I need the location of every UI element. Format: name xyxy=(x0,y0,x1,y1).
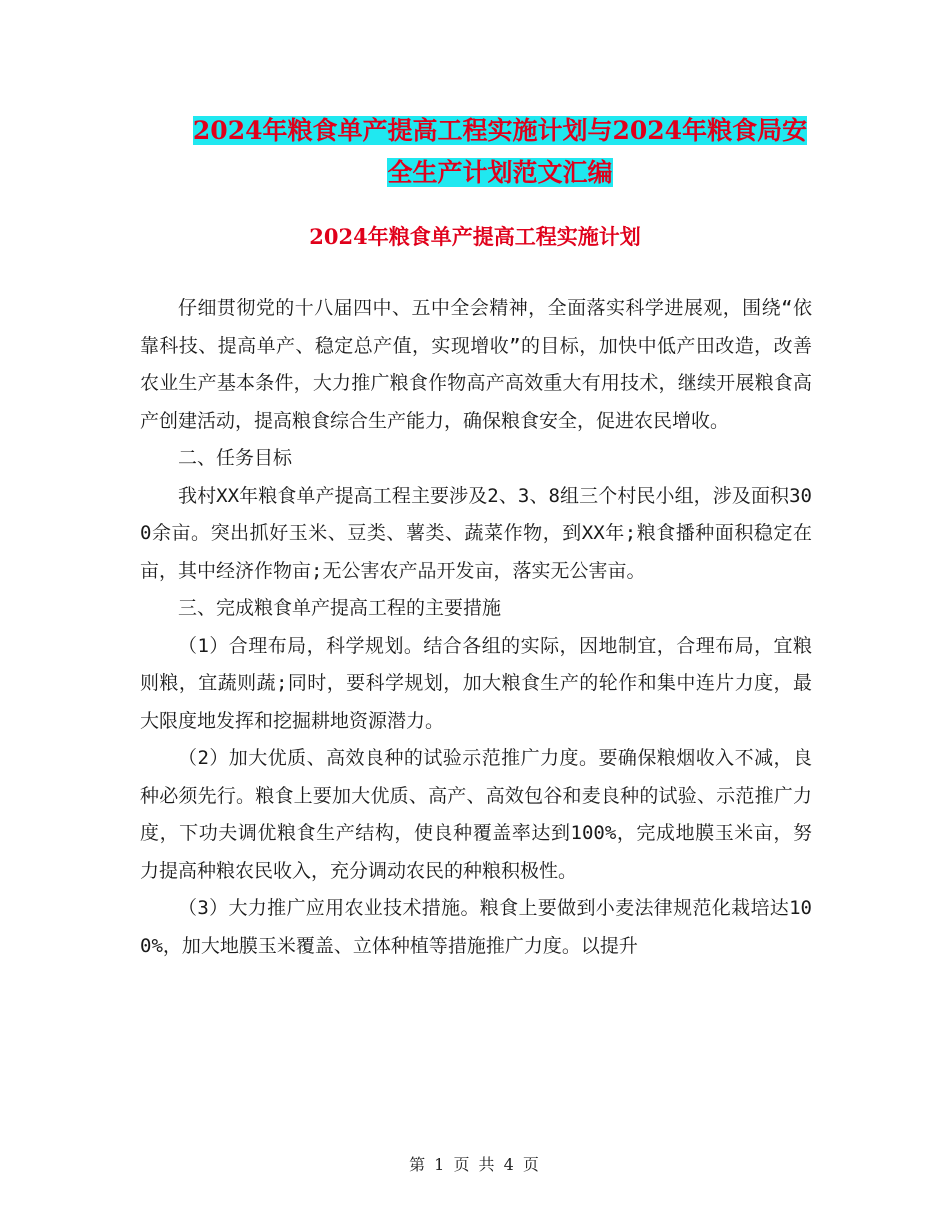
paragraph-measure-1: （1）合理布局，科学规划。结合各组的实际，因地制宜，合理布局，宜粮则粮，宜蔬则蔬;同时，要科学规划，加大粮食生产的轮作和集中连片力度，最大限度地发挥和挖掘耕地资源潜力。 xyxy=(140,634,812,732)
document-title xyxy=(140,110,860,194)
paragraph-intro: 仔细贯彻党的十八届四中、五中全会精神，全面落实科学进展观，围绕“依靠科技、提高单产、稳定总产值，实现增收”的目标，加快中低产田改造，改善农业生产基本条件，大力推广粮食作物高产高效重大有用技术，继续开展粮食高产创建活动，提高粮食综合生产能力，确保粮食安全，促进农民增收。 xyxy=(140,297,812,432)
section-title: 2024年粮食单产提高工程实施计划 xyxy=(309,224,641,249)
page-number-footer: 第 1 页 共 4 页 xyxy=(409,1155,541,1174)
document-body xyxy=(140,290,812,965)
document-title-line-1: 2024年粮食单产提高工程实施计划与2024年粮食局安 xyxy=(192,116,808,145)
paragraph-measure-3: （3）大力推广应用农业技术措施。粮食上要做到小麦法律规范化栽培达100%，加大地膜玉米覆盖、立体种植等措施推广力度。以提升 xyxy=(140,897,812,957)
heading-main-measures: 三、完成粮食单产提高工程的主要措施 xyxy=(178,597,502,619)
document-title-line-2: 全生产计划范文汇编 xyxy=(387,158,613,187)
paragraph-measure-2: （2）加大优质、高效良种的试验示范推广力度。要确保粮烟收入不减，良种必须先行。粮食上要加大优质、高产、高效包谷和麦良种的试验、示范推广力度，下功夫调优粮食生产结构，使良种覆盖率达到100%，完成地膜玉米亩，努力提高种粮农民收入，充分调动农民的种粮积极性。 xyxy=(140,747,812,882)
heading-task-goals: 二、任务目标 xyxy=(178,447,293,469)
paragraph-task-goals: 我村XX年粮食单产提高工程主要涉及2、3、8组三个村民小组，涉及面积300余亩。突出抓好玉米、豆类、薯类、蔬菜作物，到XX年;粮食播种面积稳定在亩，其中经济作物亩;无公害农产品开发亩，落实无公害亩。 xyxy=(140,484,812,582)
